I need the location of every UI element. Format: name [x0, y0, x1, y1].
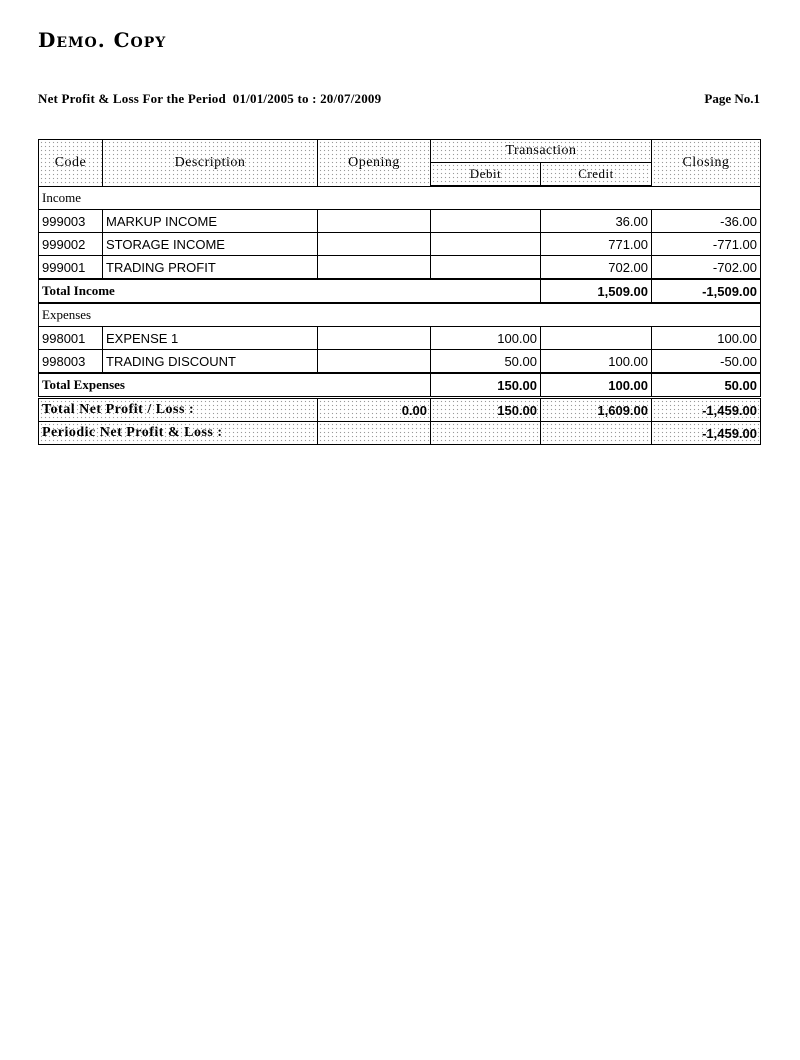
column-header-code: Code: [39, 140, 103, 187]
table-row: [39, 210, 761, 233]
closing-value: -702.00: [652, 256, 761, 280]
opening-value: [318, 256, 431, 280]
total-credit-value: 100.00: [541, 373, 652, 398]
debit-value: 100.00: [431, 327, 541, 350]
account-code: 999003: [39, 210, 103, 233]
account-code: 999002: [39, 233, 103, 256]
column-header-opening: Opening: [318, 140, 431, 187]
summary-credit-value: [541, 422, 652, 445]
account-description: EXPENSE 1: [103, 327, 318, 350]
summary-opening-value: [318, 422, 431, 445]
closing-value: 100.00: [652, 327, 761, 350]
opening-value: [318, 327, 431, 350]
credit-value: 702.00: [541, 256, 652, 280]
profit-loss-table: [38, 139, 761, 445]
credit-value: 36.00: [541, 210, 652, 233]
column-header-transaction: Transaction: [431, 140, 652, 163]
total-label: Total Income: [39, 279, 541, 303]
summary-credit-value: 1,609.00: [541, 398, 652, 422]
account-code: 999001: [39, 256, 103, 280]
debit-value: [431, 233, 541, 256]
total-closing-value: 50.00: [652, 373, 761, 398]
opening-value: [318, 210, 431, 233]
account-description: STORAGE INCOME: [103, 233, 318, 256]
debit-value: 50.00: [431, 350, 541, 374]
column-header-description: Description: [103, 140, 318, 187]
total-row-expenses: [39, 373, 761, 398]
summary-debit-value: 150.00: [431, 398, 541, 422]
column-header-debit: Debit: [431, 163, 541, 187]
account-description: TRADING PROFIT: [103, 256, 318, 280]
table-row: [39, 327, 761, 350]
debit-value: [431, 256, 541, 280]
closing-value: -771.00: [652, 233, 761, 256]
page-number: Page No.1: [704, 91, 760, 106]
credit-value: 771.00: [541, 233, 652, 256]
credit-value: 100.00: [541, 350, 652, 374]
section-heading-expenses: Expenses: [39, 303, 761, 327]
summary-closing-value: -1,459.00: [652, 398, 761, 422]
total-label: Total Expenses: [39, 373, 431, 398]
section-row-expenses: [39, 303, 761, 327]
summary-debit-value: [431, 422, 541, 445]
summary-row-total-net: [39, 398, 761, 422]
closing-value: -36.00: [652, 210, 761, 233]
section-row-income: [39, 186, 761, 210]
account-code: 998003: [39, 350, 103, 374]
table-body: [39, 186, 761, 445]
summary-opening-value: 0.00: [318, 398, 431, 422]
summary-row-periodic-net: [39, 422, 761, 445]
total-credit-value: 1,509.00: [541, 279, 652, 303]
summary-closing-value: -1,459.00: [652, 422, 761, 445]
column-header-credit: Credit: [541, 163, 652, 187]
closing-value: -50.00: [652, 350, 761, 374]
total-closing-value: -1,509.00: [652, 279, 761, 303]
opening-value: [318, 233, 431, 256]
summary-label: Periodic Net Profit & Loss :: [39, 422, 318, 445]
table-row: [39, 233, 761, 256]
table-row: [39, 350, 761, 374]
summary-label: Total Net Profit / Loss :: [39, 398, 318, 422]
report-title: Net Profit & Loss For the Period 01/01/2005 to : 20/07/2009: [38, 91, 382, 106]
opening-value: [318, 350, 431, 374]
table-row: [39, 256, 761, 280]
account-description: TRADING DISCOUNT: [103, 350, 318, 374]
section-heading-income: Income: [39, 186, 761, 210]
column-header-closing: Closing: [652, 140, 761, 187]
credit-value: [541, 327, 652, 350]
total-debit-value: 150.00: [431, 373, 541, 398]
total-row-income: [39, 279, 761, 303]
table-header: [39, 140, 761, 187]
company-name: Demo. Copy: [38, 28, 167, 52]
account-code: 998001: [39, 327, 103, 350]
account-description: MARKUP INCOME: [103, 210, 318, 233]
debit-value: [431, 210, 541, 233]
